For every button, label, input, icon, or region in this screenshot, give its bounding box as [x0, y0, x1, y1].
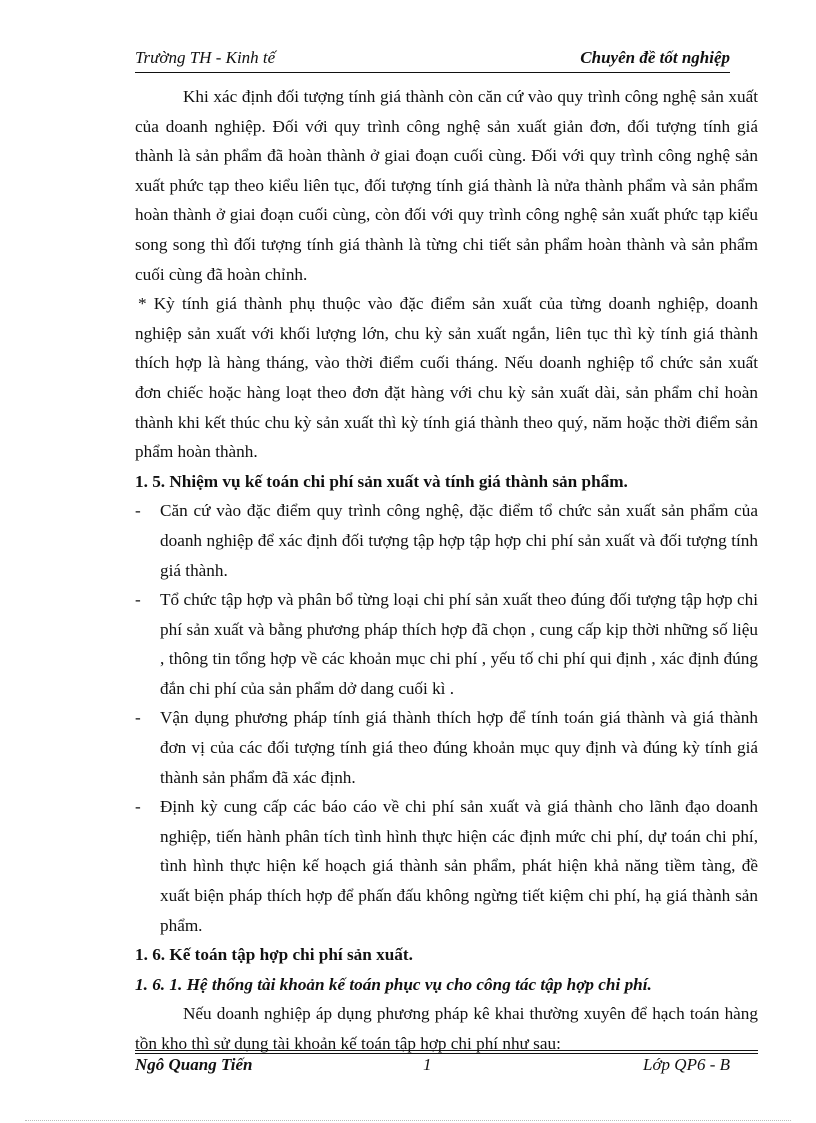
list-item-text: Vận dụng phương pháp tính giá thành thích hợp để tính toán giá thành và giá thành đơn vị của các đối tượng tính giá theo đúng khoản mục quy định và đúng kỳ tính giá thành sản phẩm đã xác định. [160, 708, 758, 787]
dash-marker: - [135, 708, 141, 728]
paragraph-costing-period: * Kỳ tính giá thành phụ thuộc vào đặc điểm sản xuất của từng doanh nghiệp, doanh nghiệp sản xuất với khối lượng lớn, chu kỳ sản xuất ngắn, liên tục thì kỳ tính giá thành thích hợp là hàng tháng, vào thời điểm cuối tháng. Nếu doanh nghiệp tổ chức sản xuất đơn chiếc hoặc hàng loạt theo đơn đặt hàng với chu kỳ sản xuất dài, sản phẩm chỉ hoàn thành khi kết thúc chu kỳ sản xuất thì kỳ tính giá thành theo quý, năm hoặc thời điểm sản phẩm hoàn thành. [135, 294, 758, 462]
header-title: Chuyên đề tốt nghiệp [580, 48, 730, 67]
list-item [135, 585, 758, 703]
dash-marker: - [135, 797, 141, 817]
list-item-text: Tổ chức tập hợp và phân bổ từng loại chi phí sản xuất theo đúng đối tượng tập hợp chi phí sản xuất và bằng phương pháp thích hợp đã chọn , cung cấp kịp thời những số liệu , thông tin tổng hợp về các khoản mục chi phí , yếu tố chi phí qui định , xác định đúng đắn chi phí của sản phẩm dở dang cuối kì . [160, 590, 758, 698]
footer-author: Ngô Quang Tiến [135, 1055, 253, 1074]
list-item [135, 792, 758, 940]
page-edge-divider [25, 1120, 791, 1121]
task-list [135, 496, 758, 940]
footer-class: Lớp QP6 - B [643, 1055, 730, 1074]
dash-marker: - [135, 590, 141, 610]
header-school: Trường TH - Kinh tế [135, 48, 276, 67]
list-item-text: Căn cứ vào đặc điểm quy trình công nghệ, đặc điểm tổ chức sản xuất sản phẩm của doanh nghiệp để xác định đối tượng tập hợp tập hợp chi phí sản xuất và đối tượng tính giá thành. [160, 501, 758, 580]
heading-1-5: 1. 5. Nhiệm vụ kế toán chi phí sản xuất và tính giá thành sản phẩm. [135, 471, 628, 491]
footer-rule [135, 1053, 758, 1054]
page-header [135, 48, 730, 70]
list-item-text: Định kỳ cung cấp các báo cáo về chi phí sản xuất và giá thành cho lãnh đạo doanh nghiệp, tiến hành phân tích tình hình thực hiện các định mức chi phí, dự toán chi phí, tình hình thực hiện kế hoạch giá thành sản phẩm, phát hiện khả năng tiềm tàng, đề xuất biện pháp thích hợp để phấn đấu không ngừng tiết kiệm chi phí, hạ giá thành sản phẩm. [160, 797, 758, 935]
page-footer [135, 1055, 730, 1079]
heading-1-6-1: 1. 6. 1. Hệ thống tài khoản kế toán phục vụ cho công tác tập hợp chi phí. [135, 974, 652, 994]
list-item [135, 496, 758, 585]
footer-rule [135, 1050, 758, 1051]
dash-marker: - [135, 501, 141, 521]
list-item [135, 703, 758, 792]
paragraph-accounts: Nếu doanh nghiệp áp dụng phương pháp kê khai thường xuyên để hạch toán hàng tồn kho thì sử dụng tài khoản kế toán tập hợp chi phí như sau: [135, 1004, 758, 1053]
document-body [135, 82, 758, 1059]
page-number: 1 [423, 1055, 432, 1074]
heading-1-6: 1. 6. Kế toán tập hợp chi phí sản xuất. [135, 945, 413, 965]
paragraph-object-determination: Khi xác định đối tượng tính giá thành còn căn cứ vào quy trình công nghệ sản xuất của doanh nghiệp. Đối với quy trình công nghệ sản xuất giản đơn, đối tượng tính giá thành là sản phẩm đã hoàn thành ở giai đoạn cuối cùng. Đối với quy trình công nghệ sản xuất phức tạp theo kiểu liên tục, đối tượng tính giá thành là nửa thành phẩm và sản phẩm hoàn thành ở giai đoạn cuối cùng, còn đối với quy trình công nghệ sản xuất phức tạp kiểu song song thì đối tượng tính giá thành là từng chi tiết sản phẩm hoàn thành và sản phẩm cuối cùng đã hoàn chỉnh. [135, 87, 758, 284]
header-rule [135, 72, 730, 73]
